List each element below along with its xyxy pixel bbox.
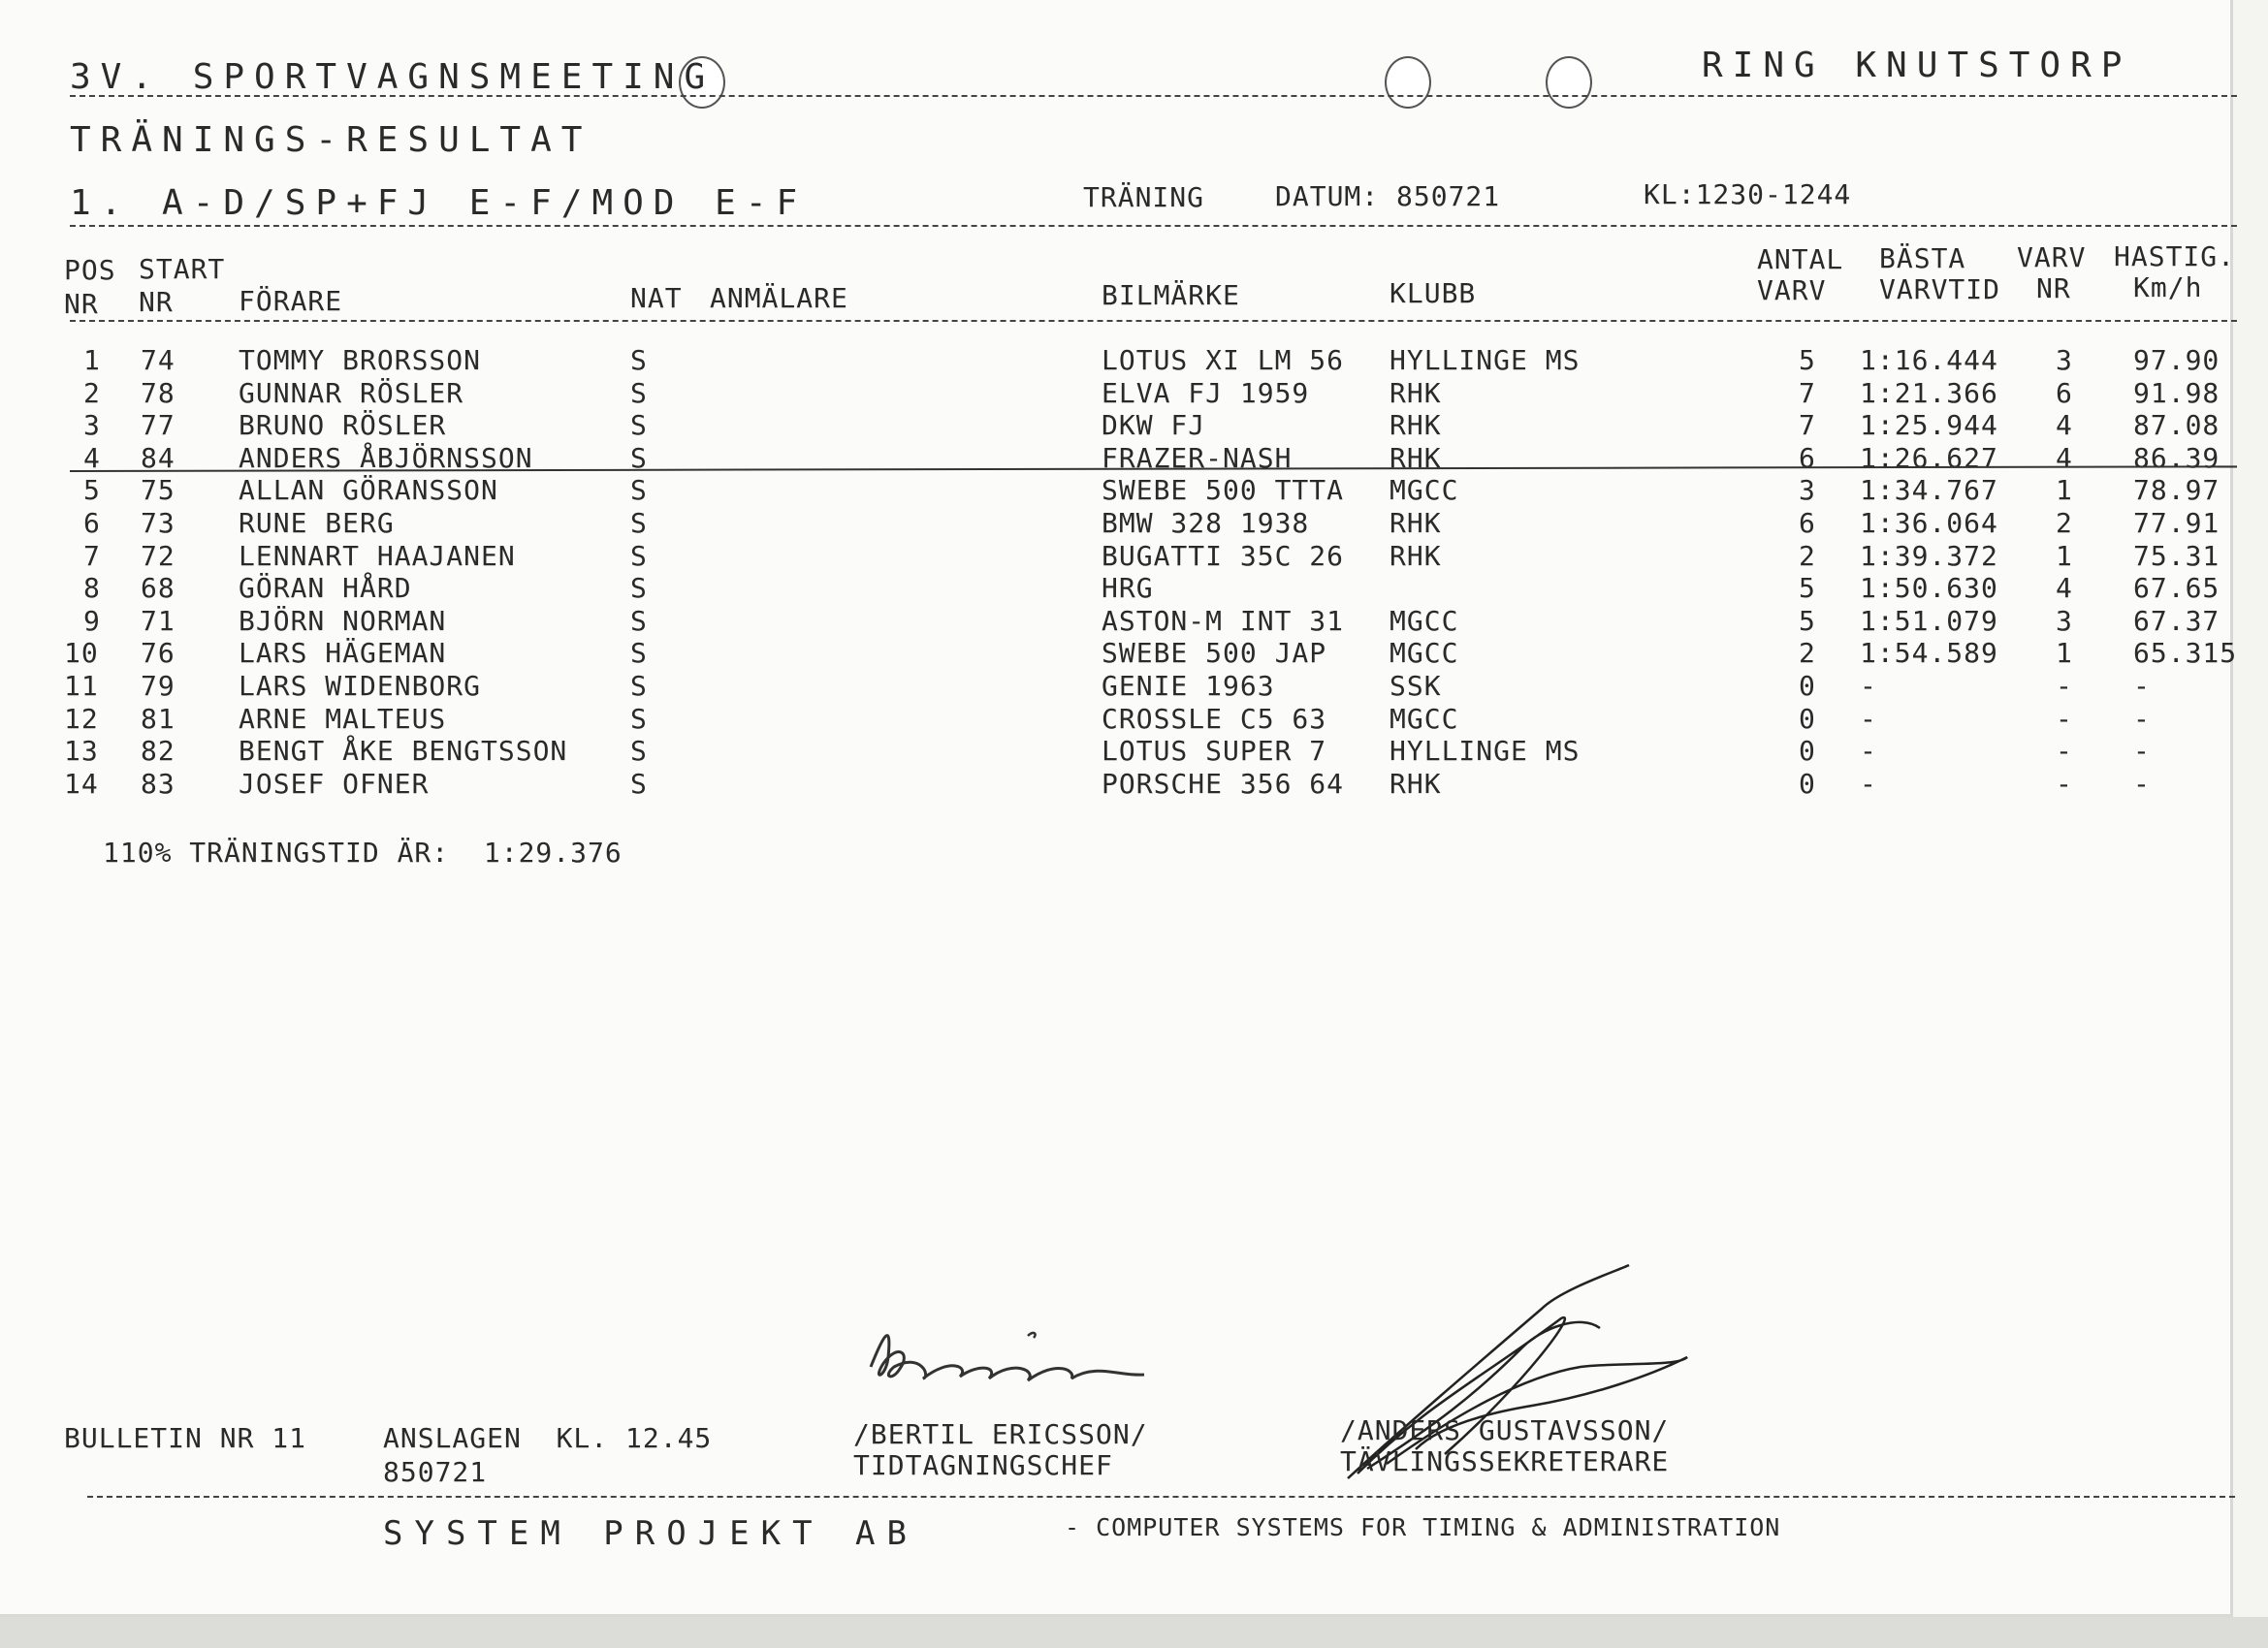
cell-nat: S: [630, 507, 648, 539]
table-row: [0, 767, 2268, 804]
cell-start-nr: 78: [141, 376, 176, 409]
cell-lap-nr: -: [2056, 702, 2073, 735]
cell-club: MGCC: [1390, 474, 1459, 507]
signatory-2-name: /ANDERS GUSTAVSSON/: [1340, 1414, 1670, 1446]
cell-club: RHK: [1390, 539, 1442, 572]
cell-car: LOTUS SUPER 7: [1102, 735, 1327, 768]
divider: [70, 320, 2237, 322]
cell-best-lap: 1:16.444: [1860, 344, 1998, 376]
punch-hole-2: [1385, 56, 1431, 109]
cell-speed: 78.97: [2133, 474, 2220, 507]
table-row: [0, 735, 2268, 771]
cell-pos: 5: [83, 474, 101, 507]
cell-club: RHK: [1390, 767, 1442, 800]
cell-laps: 5: [1799, 344, 1816, 376]
cell-start-nr: 77: [141, 409, 176, 442]
cell-speed: 91.98: [2133, 376, 2220, 409]
cell-car: SWEBE 500 JAP: [1102, 637, 1327, 670]
cell-club: HYLLINGE MS: [1390, 344, 1581, 376]
cell-pos: 10: [64, 637, 99, 670]
cell-pos: 6: [83, 507, 101, 539]
cell-laps: 6: [1799, 441, 1816, 474]
qualifying-time-note: 110% TRÄNINGSTID ÄR: 1:29.376: [103, 837, 623, 869]
cell-club: HYLLINGE MS: [1390, 735, 1581, 768]
cell-speed: -: [2133, 670, 2151, 702]
cell-speed: 97.90: [2133, 344, 2220, 376]
cell-pos: 2: [83, 376, 101, 409]
col-best-2: VARVTID: [1879, 273, 2001, 305]
cell-driver: BRUNO RÖSLER: [239, 409, 447, 442]
col-entrant: ANMÄLARE: [710, 282, 848, 314]
cell-best-lap: 1:51.079: [1860, 604, 1998, 637]
cell-best-lap: 1:21.366: [1860, 376, 1998, 409]
cell-start-nr: 75: [141, 474, 176, 507]
cell-nat: S: [630, 409, 648, 442]
cell-nat: S: [630, 376, 648, 409]
col-start: START: [139, 253, 226, 285]
cell-car: ELVA FJ 1959: [1102, 376, 1310, 409]
cell-best-lap: 1:34.767: [1860, 474, 1998, 507]
cell-speed: 86.39: [2133, 441, 2220, 474]
cell-club: RHK: [1390, 507, 1442, 539]
cell-lap-nr: 4: [2056, 409, 2073, 442]
cell-speed: 67.37: [2133, 604, 2220, 637]
cell-car: BMW 328 1938: [1102, 507, 1310, 539]
table-row: [0, 409, 2268, 445]
company-tagline: - COMPUTER SYSTEMS FOR TIMING & ADMINISTRATION: [1065, 1513, 1781, 1541]
cell-pos: 4: [83, 441, 101, 474]
cell-car: HRG: [1102, 572, 1154, 605]
col-pos: POS: [64, 254, 116, 286]
cell-pos: 7: [83, 539, 101, 572]
session-label: TRÄNING: [1083, 181, 1205, 213]
divider: [87, 1496, 2235, 1498]
cell-driver: ALLAN GÖRANSSON: [239, 474, 498, 507]
cell-driver: TOMMY BRORSSON: [239, 344, 482, 376]
table-row: [0, 604, 2268, 641]
cell-start-nr: 72: [141, 539, 176, 572]
col-speed-2: Km/h: [2133, 271, 2203, 303]
session-date: DATUM: 850721: [1275, 180, 1501, 212]
cell-speed: 77.91: [2133, 507, 2220, 539]
col-driver: FÖRARE: [239, 285, 343, 317]
punch-hole-3: [1546, 56, 1592, 109]
cell-laps: 0: [1799, 735, 1816, 768]
cell-nat: S: [630, 670, 648, 702]
cell-start-nr: 84: [141, 441, 176, 474]
table-row: [0, 344, 2268, 380]
cell-laps: 5: [1799, 604, 1816, 637]
cell-laps: 5: [1799, 572, 1816, 605]
cell-nat: S: [630, 344, 648, 376]
divider: [70, 225, 2237, 227]
cell-pos: 9: [83, 604, 101, 637]
cell-car: BUGATTI 35C 26: [1102, 539, 1345, 572]
cell-speed: 65.315: [2133, 637, 2238, 670]
cell-driver: ANDERS ÅBJÖRNSSON: [239, 441, 533, 474]
cell-speed: -: [2133, 702, 2151, 735]
cell-best-lap: -: [1860, 670, 1877, 702]
cell-nat: S: [630, 767, 648, 800]
cell-laps: 2: [1799, 539, 1816, 572]
company-name: SYSTEM PROJEKT AB: [383, 1514, 918, 1553]
cell-start-nr: 82: [141, 735, 176, 768]
posted-date: 850721: [383, 1456, 488, 1488]
signature-ericsson: [853, 1299, 1164, 1406]
table-row: [0, 637, 2268, 673]
cell-best-lap: -: [1860, 702, 1877, 735]
divider: [70, 95, 2237, 97]
cell-car: ASTON-M INT 31: [1102, 604, 1345, 637]
cell-lap-nr: 2: [2056, 507, 2073, 539]
col-nat: NAT: [630, 282, 683, 314]
signatory-2-title: TÄVLINGSSEKRETERARE: [1340, 1445, 1670, 1477]
cell-lap-nr: 3: [2056, 604, 2073, 637]
cell-start-nr: 79: [141, 670, 176, 702]
cell-lap-nr: 1: [2056, 637, 2073, 670]
cell-car: DKW FJ: [1102, 409, 1206, 442]
table-row: [0, 702, 2268, 739]
cell-start-nr: 74: [141, 344, 176, 376]
signatory-1-title: TIDTAGNINGSCHEF: [853, 1449, 1113, 1481]
cell-best-lap: -: [1860, 767, 1877, 800]
cell-driver: RUNE BERG: [239, 507, 395, 539]
cell-lap-nr: 4: [2056, 441, 2073, 474]
cell-speed: 75.31: [2133, 539, 2220, 572]
cell-driver: LARS WIDENBORG: [239, 670, 482, 702]
cell-pos: 13: [64, 735, 99, 768]
col-lapno: VARV: [2017, 241, 2087, 273]
cell-laps: 6: [1799, 507, 1816, 539]
cell-speed: 67.65: [2133, 572, 2220, 605]
table-row: [0, 376, 2268, 413]
col-car: BILMÄRKE: [1102, 279, 1240, 311]
table-row: [0, 507, 2268, 543]
table-row: [0, 539, 2268, 576]
cell-pos: 1: [83, 344, 101, 376]
col-club: KLUBB: [1390, 277, 1477, 309]
cell-driver: LENNART HAAJANEN: [239, 539, 516, 572]
col-speed: HASTIG.: [2114, 240, 2236, 272]
scan-edge: [0, 1617, 2268, 1648]
cell-nat: S: [630, 702, 648, 735]
cell-nat: S: [630, 735, 648, 768]
table-row: [0, 474, 2268, 510]
cell-pos: 14: [64, 767, 99, 800]
signatory-1-name: /BERTIL ERICSSON/: [853, 1418, 1148, 1450]
event-title: 3V. SPORTVAGNSMEETING: [70, 57, 716, 97]
cell-lap-nr: 4: [2056, 572, 2073, 605]
cell-nat: S: [630, 474, 648, 507]
cell-car: LOTUS XI LM 56: [1102, 344, 1345, 376]
cell-driver: GÖRAN HÅRD: [239, 572, 412, 605]
cell-laps: 7: [1799, 376, 1816, 409]
cell-car: FRAZER-NASH: [1102, 441, 1293, 474]
cell-laps: 0: [1799, 767, 1816, 800]
cell-best-lap: 1:25.944: [1860, 409, 1998, 442]
cell-driver: LARS HÄGEMAN: [239, 637, 447, 670]
col-laps: ANTAL: [1757, 243, 1844, 275]
cell-club: SSK: [1390, 670, 1442, 702]
cell-lap-nr: 6: [2056, 376, 2073, 409]
cell-driver: GUNNAR RÖSLER: [239, 376, 464, 409]
cell-lap-nr: -: [2056, 767, 2073, 800]
cell-speed: -: [2133, 735, 2151, 768]
col-start-nr: NR: [139, 286, 174, 318]
cell-club: MGCC: [1390, 604, 1459, 637]
cell-start-nr: 81: [141, 702, 176, 735]
col-best: BÄSTA: [1879, 242, 1966, 274]
table-row: [0, 572, 2268, 608]
cell-driver: JOSEF OFNER: [239, 767, 430, 800]
col-pos-nr: NR: [64, 288, 99, 320]
cell-club: RHK: [1390, 376, 1442, 409]
cell-start-nr: 73: [141, 507, 176, 539]
cell-laps: 7: [1799, 409, 1816, 442]
cell-club: RHK: [1390, 441, 1442, 474]
cell-club: MGCC: [1390, 702, 1459, 735]
col-laps-2: VARV: [1757, 274, 1827, 306]
bulletin-number: BULLETIN NR 11: [64, 1422, 307, 1454]
table-row: [0, 670, 2268, 706]
results-subtitle: TRÄNINGS-RESULTAT: [70, 120, 592, 160]
cell-car: SWEBE 500 TTTA: [1102, 474, 1345, 507]
cell-pos: 12: [64, 702, 99, 735]
cell-car: GENIE 1963: [1102, 670, 1275, 702]
cell-start-nr: 71: [141, 604, 176, 637]
cell-best-lap: 1:26.627: [1860, 441, 1998, 474]
cell-car: PORSCHE 356 64: [1102, 767, 1345, 800]
cell-speed: 87.08: [2133, 409, 2220, 442]
cell-lap-nr: -: [2056, 670, 2073, 702]
cell-best-lap: 1:50.630: [1860, 572, 1998, 605]
class-line: 1. A-D/SP+FJ E-F/MOD E-F: [70, 183, 808, 223]
table-row: [0, 441, 2268, 478]
cell-club: MGCC: [1390, 637, 1459, 670]
cell-club: RHK: [1390, 409, 1442, 442]
session-time: KL:1230-1244: [1644, 178, 1852, 210]
cell-nat: S: [630, 572, 648, 605]
cell-laps: 0: [1799, 670, 1816, 702]
cell-start-nr: 68: [141, 572, 176, 605]
cell-nat: S: [630, 637, 648, 670]
col-lapno-2: NR: [2036, 272, 2071, 304]
cell-nat: S: [630, 539, 648, 572]
cell-lap-nr: -: [2056, 735, 2073, 768]
cell-lap-nr: 1: [2056, 474, 2073, 507]
cell-driver: BJÖRN NORMAN: [239, 604, 447, 637]
cell-pos: 8: [83, 572, 101, 605]
cell-start-nr: 76: [141, 637, 176, 670]
cell-best-lap: 1:39.372: [1860, 539, 1998, 572]
cell-start-nr: 83: [141, 767, 176, 800]
cell-laps: 2: [1799, 637, 1816, 670]
cell-best-lap: 1:54.589: [1860, 637, 1998, 670]
cell-driver: BENGT ÅKE BENGTSSON: [239, 735, 568, 768]
cell-driver: ARNE MALTEUS: [239, 702, 447, 735]
posted-time: ANSLAGEN KL. 12.45: [383, 1422, 713, 1454]
cell-pos: 11: [64, 670, 99, 702]
cell-nat: S: [630, 441, 648, 474]
cell-best-lap: -: [1860, 735, 1877, 768]
cell-speed: -: [2133, 767, 2151, 800]
cell-laps: 0: [1799, 702, 1816, 735]
cell-nat: S: [630, 604, 648, 637]
venue-title: RING KNUTSTORP: [1702, 46, 2132, 85]
cell-best-lap: 1:36.064: [1860, 507, 1998, 539]
cell-pos: 3: [83, 409, 101, 442]
cell-car: CROSSLE C5 63: [1102, 702, 1327, 735]
cell-laps: 3: [1799, 474, 1816, 507]
cell-lap-nr: 3: [2056, 344, 2073, 376]
cell-lap-nr: 1: [2056, 539, 2073, 572]
